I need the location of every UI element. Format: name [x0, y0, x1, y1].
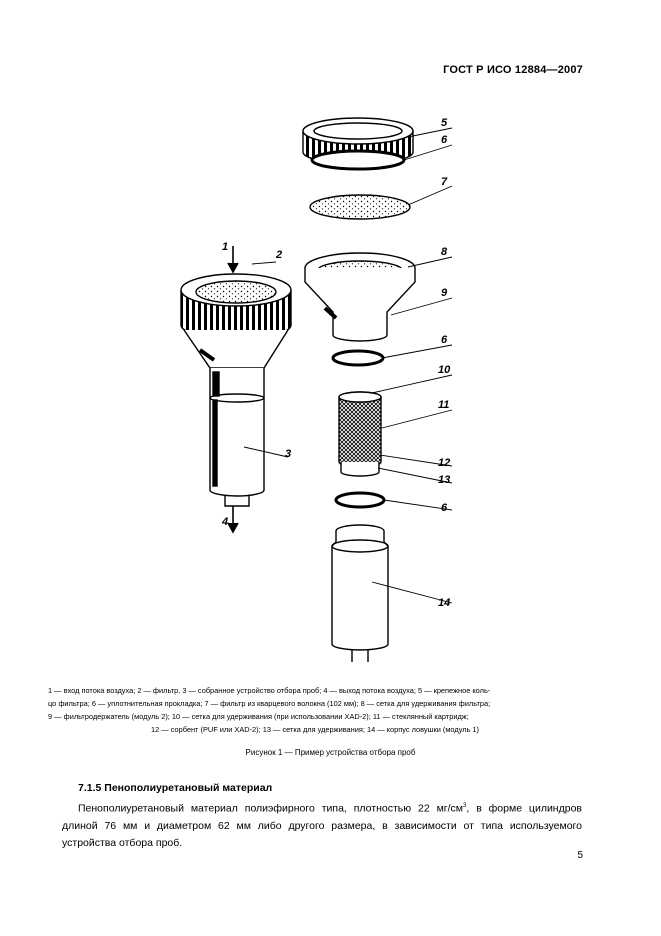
callout-7: 7 — [441, 176, 448, 188]
standard-header: ГОСТ Р ИСО 12884—2007 — [443, 64, 583, 76]
callout-14: 14 — [438, 597, 451, 609]
callout-8: 8 — [441, 246, 448, 258]
paragraph-text-cont: , в форме цилиндров длиной 76 мм и диаметром 62 мм либо другого размера, в зависимости от типа используемого устройства отбора проб. — [62, 802, 582, 849]
figure-caption: Рисунок 1 — Пример устройства отбора проб — [245, 748, 416, 757]
paragraph-superscript: 3 — [463, 803, 467, 809]
callout-13: 13 — [438, 474, 451, 486]
callout-6-holder: 6 — [441, 334, 448, 346]
callout-5: 5 — [441, 117, 448, 129]
assembled-sampler — [181, 274, 291, 506]
callout-4: 4 — [222, 516, 229, 528]
callout-9: 9 — [441, 287, 448, 299]
callout-2: 2 — [276, 249, 283, 261]
page-number: 5 — [577, 850, 583, 861]
legend-line: 9 — фильтродержатель (модуль 2); 10 — сетка для удерживания (при использовании XAD-2); 11 — стеклянный картридж; — [48, 712, 469, 721]
legend-line: 1 — вход потока воздуха; 2 — фильтр, 3 — собранное устройство отбора проб; 4 — выход потока воздуха; 5 — крепежное коль- — [48, 686, 491, 695]
paragraph-text: Пенополиуретановый материал полиэфирного типа, плотностью 22 мг/см — [78, 802, 464, 815]
callout-6-cartridge: 6 — [441, 502, 448, 514]
figure-legend — [48, 684, 582, 736]
callout-3: 3 — [285, 448, 292, 460]
legend-line: цо фильтра; 6 — уплотнительная прокладка; 7 — фильтр из кварцевого волокна (102 мм); 8 — сетка для удерживания фильтра; — [48, 699, 491, 708]
legend-line: 12 — сорбент (PUF или XAD-2); 13 — сетка для удерживания; 14 — корпус ловушки (модуль 1) — [150, 725, 480, 734]
callout-10: 10 — [438, 364, 451, 376]
section-title: 7.1.5 Пенополиуретановый материал — [78, 782, 273, 794]
callout-1: 1 — [222, 241, 229, 253]
callout-6-ring: 6 — [441, 134, 448, 146]
section-paragraph — [62, 798, 582, 852]
callout-12: 12 — [438, 457, 451, 469]
callout-11: 11 — [438, 399, 450, 411]
